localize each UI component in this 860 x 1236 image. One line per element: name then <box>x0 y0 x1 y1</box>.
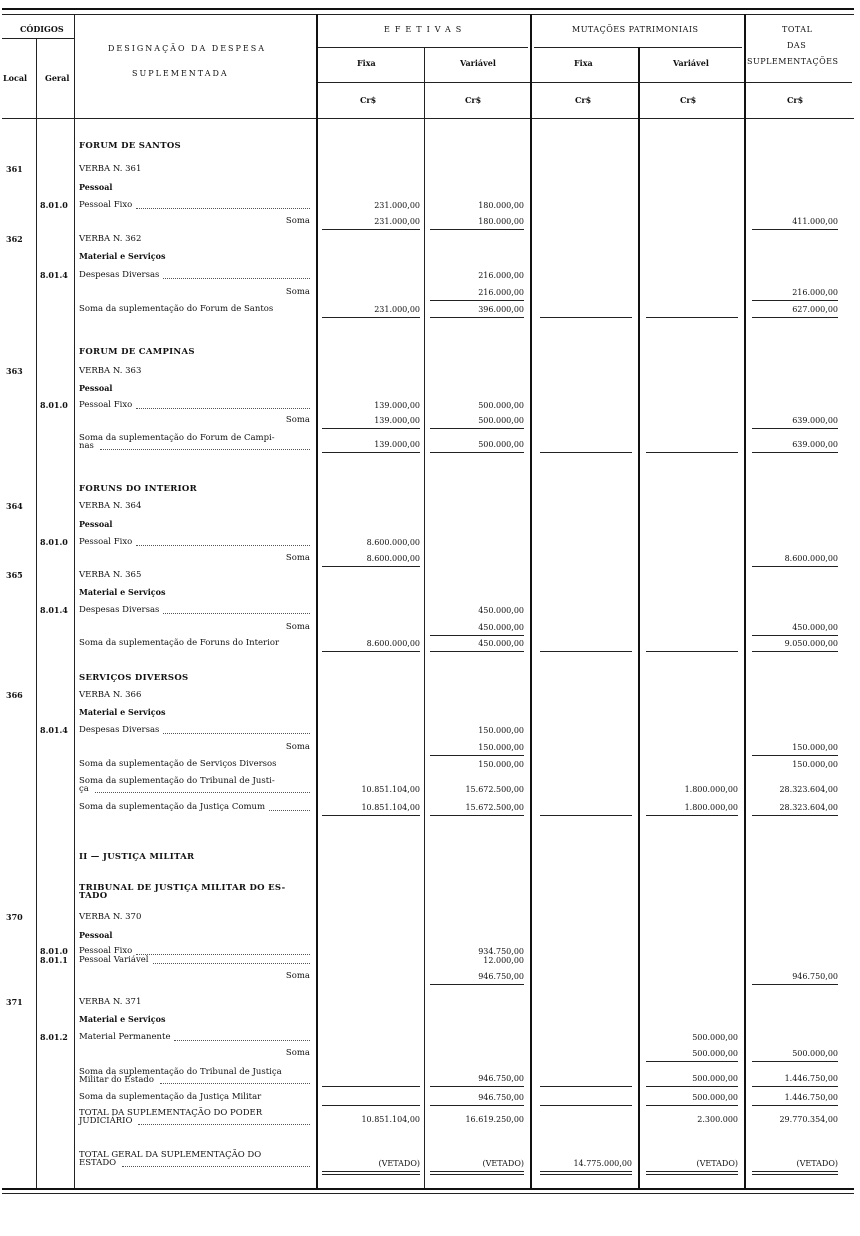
soma-label: Soma <box>285 216 310 226</box>
sum-underline <box>646 1086 738 1087</box>
row-description: Despesas Diversas <box>79 725 160 735</box>
sum-underline <box>322 1086 420 1087</box>
sum-underline <box>322 651 420 652</box>
code-geral: 8.01.4 <box>40 605 68 615</box>
value-ef-var: 15.672.500,00 <box>465 803 524 812</box>
dot-leader <box>153 963 310 964</box>
sum-underline <box>646 1105 738 1106</box>
header-codigos: CÓDIGOS <box>20 24 64 34</box>
sum-underline <box>430 815 524 816</box>
header-designacao-line1: DESIGNAÇÃO DA DESPESA <box>108 44 267 53</box>
row-description: Pessoal Fixo <box>79 200 133 210</box>
dot-leader <box>163 733 310 734</box>
value-total: 28.323.604,00 <box>779 803 838 812</box>
code-local: 361 <box>6 164 23 174</box>
row-description: VERBA N. 362 <box>79 234 142 244</box>
row-description: TRIBUNAL DE JUSTIÇA MILITAR DO ES- <box>79 883 286 893</box>
value-total: 627.000,00 <box>792 305 838 314</box>
sum-underline <box>430 1086 524 1087</box>
sum-underline <box>540 651 632 652</box>
dot-leader <box>136 408 310 409</box>
value-ef-fixa: 139.000,00 <box>374 401 420 410</box>
row-description: Soma da suplementação do Tribunal de Justi- <box>79 776 275 786</box>
sum-underline <box>430 452 524 453</box>
sum-underline <box>752 428 838 429</box>
header-mutacoes-fixa: Fixa <box>574 58 593 68</box>
code-local: 364 <box>6 501 23 511</box>
row-description-cont: TADO <box>79 891 108 901</box>
value-ef-var: (VETADO) <box>482 1159 524 1168</box>
row-description-cont: JUDICIÁRIO <box>79 1116 133 1126</box>
sum-underline <box>430 651 524 652</box>
sum-underline <box>752 229 838 230</box>
value-ef-var: 180.000,00 <box>478 217 524 226</box>
row-description: Material Permanente <box>79 1032 171 1042</box>
sum-underline <box>430 635 524 636</box>
row-description: Pessoal <box>79 182 113 192</box>
value-ef-fixa: 231.000,00 <box>374 201 420 210</box>
sum-underline <box>646 1061 738 1062</box>
bottom-border-inner <box>2 1193 854 1194</box>
sum-underline <box>752 300 838 301</box>
header-local: Local <box>3 73 28 83</box>
value-ef-var: 946.750,00 <box>478 1074 524 1083</box>
soma-label: Soma <box>285 415 310 425</box>
sum-underline <box>322 1105 420 1106</box>
sum-underline <box>646 815 738 816</box>
value-ef-var: 450.000,00 <box>478 606 524 615</box>
sum-underline <box>322 428 420 429</box>
row-description: Soma da suplementação do Forum de Campi- <box>79 433 275 443</box>
header-efetivas-fixa: Fixa <box>357 58 376 68</box>
sum-underline <box>322 452 420 453</box>
sum-underline <box>430 428 524 429</box>
row-description: TOTAL GERAL DA SUPLEMENTAÇÃO DO <box>79 1150 262 1160</box>
dot-leader <box>122 1166 310 1167</box>
bottom-border <box>2 1188 854 1190</box>
sum-underline <box>752 1105 838 1106</box>
top-border-inner <box>2 14 854 15</box>
value-ef-var: 396.000,00 <box>478 305 524 314</box>
code-geral: 8.01.0 <box>40 946 68 956</box>
value-mut-fixa: 14.775.000,00 <box>573 1159 632 1168</box>
value-ef-fixa: 8.600.000,00 <box>366 554 420 563</box>
value-total: 1.446.750,00 <box>784 1074 838 1083</box>
row-description: VERBA N. 363 <box>79 366 142 376</box>
currency-ef-fixa: Cr$ <box>360 95 377 105</box>
row-description: Material e Serviços <box>79 707 166 717</box>
code-local: 365 <box>6 570 23 580</box>
value-ef-var: 150.000,00 <box>478 726 524 735</box>
value-ef-fixa: 231.000,00 <box>374 217 420 226</box>
value-ef-var: 500.000,00 <box>478 416 524 425</box>
subheader-rule <box>318 82 852 83</box>
value-ef-var: 946.750,00 <box>478 972 524 981</box>
sum-underline <box>540 1086 632 1087</box>
soma-label: Soma <box>285 553 310 563</box>
row-description: Pessoal Fixo <box>79 400 133 410</box>
row-description: Pessoal <box>79 930 113 940</box>
value-ef-var: 934.750,00 <box>478 947 524 956</box>
sum-underline <box>430 984 524 985</box>
row-description: Despesas Diversas <box>79 605 160 615</box>
value-mut-var: 1.800.000,00 <box>684 785 738 794</box>
value-total: 216.000,00 <box>792 288 838 297</box>
value-ef-fixa: 139.000,00 <box>374 440 420 449</box>
dot-leader <box>163 278 310 279</box>
sum-underline <box>752 452 838 453</box>
value-ef-var: 216.000,00 <box>478 288 524 297</box>
value-ef-fixa: 139.000,00 <box>374 416 420 425</box>
value-mut-var: 500.000,00 <box>692 1049 738 1058</box>
row-description: Soma da suplementação da Justiça Comum <box>79 802 266 812</box>
dot-leader <box>136 954 310 955</box>
header-bottom-rule <box>2 118 854 119</box>
row-description-cont: ESTADO <box>79 1158 117 1168</box>
soma-label: Soma <box>285 1048 310 1058</box>
col-line-mut-fixa <box>638 47 640 1188</box>
header-mutacoes-variavel: Variável <box>673 58 709 68</box>
code-geral: 8.01.4 <box>40 270 68 280</box>
sum-underline <box>540 1105 632 1106</box>
row-description: VERBA N. 361 <box>79 164 142 174</box>
row-description-cont: nas <box>79 441 94 451</box>
code-local: 370 <box>6 912 23 922</box>
code-local: 371 <box>6 997 23 1007</box>
sum-underline <box>646 452 738 453</box>
value-total: 639.000,00 <box>792 440 838 449</box>
value-ef-var: 180.000,00 <box>478 201 524 210</box>
code-geral: 8.01.0 <box>40 200 68 210</box>
row-description: Material e Serviços <box>79 587 166 597</box>
value-total: 9.050.000,00 <box>784 639 838 648</box>
sum-underline <box>322 317 420 318</box>
col-line-local <box>36 38 37 1188</box>
value-ef-var: 500.000,00 <box>478 440 524 449</box>
code-geral: 8.01.2 <box>40 1032 68 1042</box>
header-geral: Geral <box>45 73 70 83</box>
row-description: Pessoal Variável <box>79 955 149 965</box>
code-local: 366 <box>6 690 23 700</box>
value-ef-var: 150.000,00 <box>478 743 524 752</box>
sum-underline <box>430 1105 524 1106</box>
row-description: VERBA N. 370 <box>79 912 142 922</box>
total-double-underline <box>430 1171 524 1175</box>
row-description: Soma da suplementação de Serviços Diversos <box>79 759 277 769</box>
value-ef-fixa: 10.851.104,00 <box>361 803 420 812</box>
sum-underline <box>430 300 524 301</box>
row-description: Pessoal <box>79 519 113 529</box>
row-description: SERVIÇOS DIVERSOS <box>79 673 189 683</box>
value-ef-fixa: 8.600.000,00 <box>366 639 420 648</box>
value-total: 946.750,00 <box>792 972 838 981</box>
sum-underline <box>430 229 524 230</box>
row-description: FORUM DE CAMPINAS <box>79 347 195 357</box>
value-ef-fixa: 10.851.104,00 <box>361 785 420 794</box>
row-description: TOTAL DA SUPLEMENTAÇÃO DO PODER <box>79 1108 263 1118</box>
col-line-desc <box>316 14 318 1188</box>
value-mut-var: 500.000,00 <box>692 1093 738 1102</box>
sum-underline <box>752 815 838 816</box>
value-total: 500.000,00 <box>792 1049 838 1058</box>
code-local: 363 <box>6 366 23 376</box>
value-mut-var: (VETADO) <box>696 1159 738 1168</box>
soma-label: Soma <box>285 742 310 752</box>
row-description: Pessoal Fixo <box>79 946 133 956</box>
total-double-underline <box>646 1171 738 1175</box>
currency-total: Cr$ <box>787 95 804 105</box>
sum-underline <box>752 984 838 985</box>
row-description: Soma da suplementação da Justiça Militar <box>79 1092 262 1102</box>
value-total: 29.770.354,00 <box>779 1115 838 1124</box>
header-total-line3: SUPLEMENTAÇÕES <box>747 57 839 66</box>
value-total: (VETADO) <box>796 1159 838 1168</box>
row-description: Material e Serviços <box>79 251 166 261</box>
top-border <box>2 8 854 10</box>
value-ef-fixa: 8.600.000,00 <box>366 538 420 547</box>
sum-underline <box>540 815 632 816</box>
value-total: 450.000,00 <box>792 623 838 632</box>
sum-underline <box>540 317 632 318</box>
value-mut-var: 500.000,00 <box>692 1033 738 1042</box>
row-description: VERBA N. 371 <box>79 997 142 1007</box>
value-ef-var: 12.000,00 <box>483 956 524 965</box>
total-double-underline <box>752 1171 838 1175</box>
code-geral: 8.01.0 <box>40 537 68 547</box>
value-mut-var: 2.300.000 <box>697 1115 738 1124</box>
sum-underline <box>752 1061 838 1062</box>
header-total-line1: TOTAL <box>782 25 813 34</box>
sum-underline <box>752 1086 838 1087</box>
value-ef-fixa: 10.851.104,00 <box>361 1115 420 1124</box>
dot-leader <box>136 208 310 209</box>
header-total-line2: DAS <box>787 41 807 50</box>
dot-leader <box>100 449 310 450</box>
sum-underline <box>646 651 738 652</box>
value-total: 411.000,00 <box>792 217 838 226</box>
row-description: Soma da suplementação de Foruns do Interior <box>79 638 280 648</box>
value-total: 28.323.604,00 <box>779 785 838 794</box>
row-description: Despesas Diversas <box>79 270 160 280</box>
sum-underline <box>540 452 632 453</box>
sum-underline <box>322 815 420 816</box>
row-description: Material e Serviços <box>79 1014 166 1024</box>
col-line-geral <box>74 14 75 1188</box>
row-description: Pessoal <box>79 383 113 393</box>
dot-leader <box>174 1040 310 1041</box>
value-ef-fixa: (VETADO) <box>378 1159 420 1168</box>
row-description: VERBA N. 366 <box>79 690 142 700</box>
code-geral: 8.01.0 <box>40 400 68 410</box>
row-description: VERBA N. 365 <box>79 570 142 580</box>
code-local: 362 <box>6 234 23 244</box>
row-description: Soma da suplementação do Forum de Santos <box>79 304 274 314</box>
value-total: 639.000,00 <box>792 416 838 425</box>
sum-underline <box>752 651 838 652</box>
value-mut-var: 500.000,00 <box>692 1074 738 1083</box>
header-efetivas-variavel: Variável <box>460 58 496 68</box>
sum-underline <box>752 635 838 636</box>
value-total: 150.000,00 <box>792 743 838 752</box>
header-mutacoes: MUTAÇÕES PATRIMONIAIS <box>572 25 699 34</box>
efetivas-rule <box>318 47 528 48</box>
row-description: II — JUSTIÇA MILITAR <box>79 852 195 862</box>
value-ef-var: 500.000,00 <box>478 401 524 410</box>
value-ef-var: 450.000,00 <box>478 623 524 632</box>
col-line-ef-fixa <box>424 47 425 1188</box>
row-description: Pessoal Fixo <box>79 537 133 547</box>
sum-underline <box>430 755 524 756</box>
col-line-mut-var <box>744 14 746 1188</box>
total-double-underline <box>322 1171 420 1175</box>
dot-leader <box>160 1083 310 1084</box>
sum-underline <box>322 566 420 567</box>
sum-underline <box>646 317 738 318</box>
value-ef-var: 16.619.250,00 <box>465 1115 524 1124</box>
value-ef-var: 15.672.500,00 <box>465 785 524 794</box>
value-total: 8.600.000,00 <box>784 554 838 563</box>
currency-mut-fixa: Cr$ <box>575 95 592 105</box>
value-ef-var: 216.000,00 <box>478 271 524 280</box>
currency-mut-var: Cr$ <box>680 95 697 105</box>
value-ef-fixa: 231.000,00 <box>374 305 420 314</box>
value-mut-var: 1.800.000,00 <box>684 803 738 812</box>
sum-underline <box>322 229 420 230</box>
dot-leader <box>136 545 310 546</box>
dot-leader <box>269 810 310 811</box>
header-designacao-line2: SUPLEMENTADA <box>132 69 229 78</box>
row-description-cont: Militar do Estado <box>79 1075 154 1085</box>
value-ef-var: 150.000,00 <box>478 760 524 769</box>
header-efetivas: EFETIVAS <box>384 25 467 34</box>
code-geral: 8.01.4 <box>40 725 68 735</box>
soma-label: Soma <box>285 971 310 981</box>
dot-leader <box>163 613 310 614</box>
row-description-cont: ça <box>79 784 89 794</box>
row-description: FORUM DE SANTOS <box>79 141 181 151</box>
sum-underline <box>752 566 838 567</box>
sum-underline <box>752 317 838 318</box>
row-description: Soma da suplementação do Tribunal de Justiça <box>79 1067 282 1077</box>
value-total: 1.446.750,00 <box>784 1093 838 1102</box>
sum-underline <box>752 755 838 756</box>
soma-label: Soma <box>285 287 310 297</box>
total-double-underline <box>540 1171 632 1175</box>
currency-ef-var: Cr$ <box>465 95 482 105</box>
value-ef-var: 450.000,00 <box>478 639 524 648</box>
soma-label: Soma <box>285 622 310 632</box>
value-total: 150.000,00 <box>792 760 838 769</box>
code-geral: 8.01.1 <box>40 955 68 965</box>
sum-underline <box>430 317 524 318</box>
dot-leader <box>138 1124 310 1125</box>
row-description: FORUNS DO INTERIOR <box>79 484 197 494</box>
dot-leader <box>95 792 310 793</box>
value-ef-var: 946.750,00 <box>478 1093 524 1102</box>
col-line-ef-var <box>530 14 532 1188</box>
row-description: VERBA N. 364 <box>79 501 142 511</box>
codigos-rule <box>2 38 74 39</box>
